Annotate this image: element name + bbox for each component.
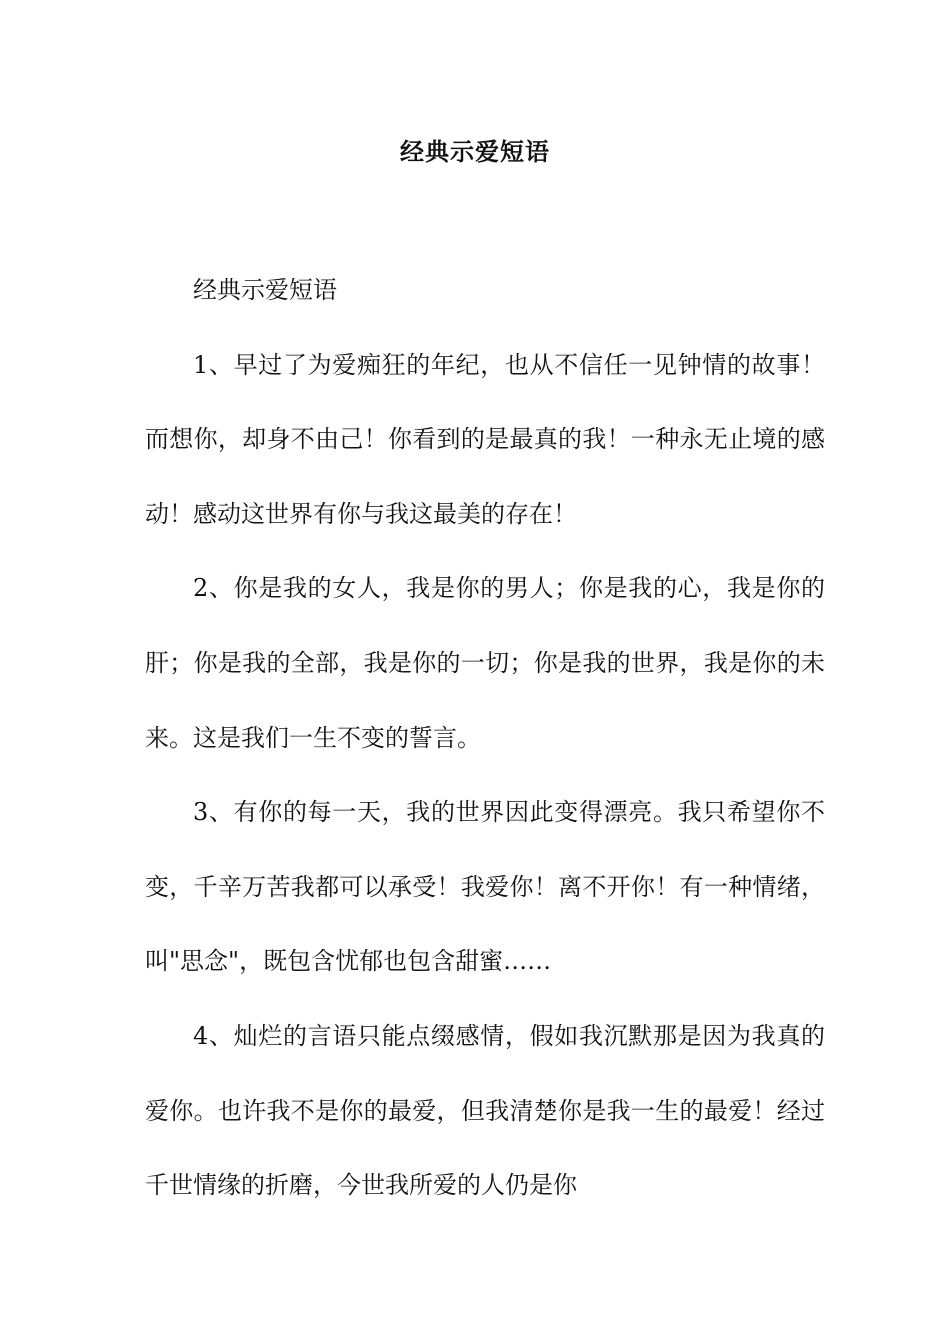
paragraph-4: 4、灿烂的言语只能点缀感情，假如我沉默那是因为我真的爱你。也许我不是你的最爱，但我清楚你是我一生的最爱！经过千世情缘的折磨，今世我所爱的人仍是你 — [145, 1021, 825, 1200]
paragraph-3: 3、有你的每一天，我的世界因此变得漂亮。我只希望你不变，千辛万苦我都可以承受！我爱你！离不开你！有一种情绪，叫"思念"，既包含忧郁也包含甜蜜…… — [145, 798, 825, 976]
paragraph-heading: 经典示爱短语 — [193, 276, 337, 304]
paragraph-1: 1、早过了为爱痴狂的年纪，也从不信任一见钟情的故事！而想你，却身不由己！你看到的是最真的我！一种永无止境的感动！感动这世界有你与我这最美的存在！ — [145, 350, 825, 528]
document-body — [145, 253, 825, 1223]
paragraph-2: 2、你是我的女人，我是你的男人；你是我的心，我是你的肝；你是我的全部，我是你的一切；你是我的世界，我是你的未来。这是我们一生不变的誓言。 — [145, 574, 825, 752]
document-title: 经典示爱短语 — [400, 137, 550, 166]
